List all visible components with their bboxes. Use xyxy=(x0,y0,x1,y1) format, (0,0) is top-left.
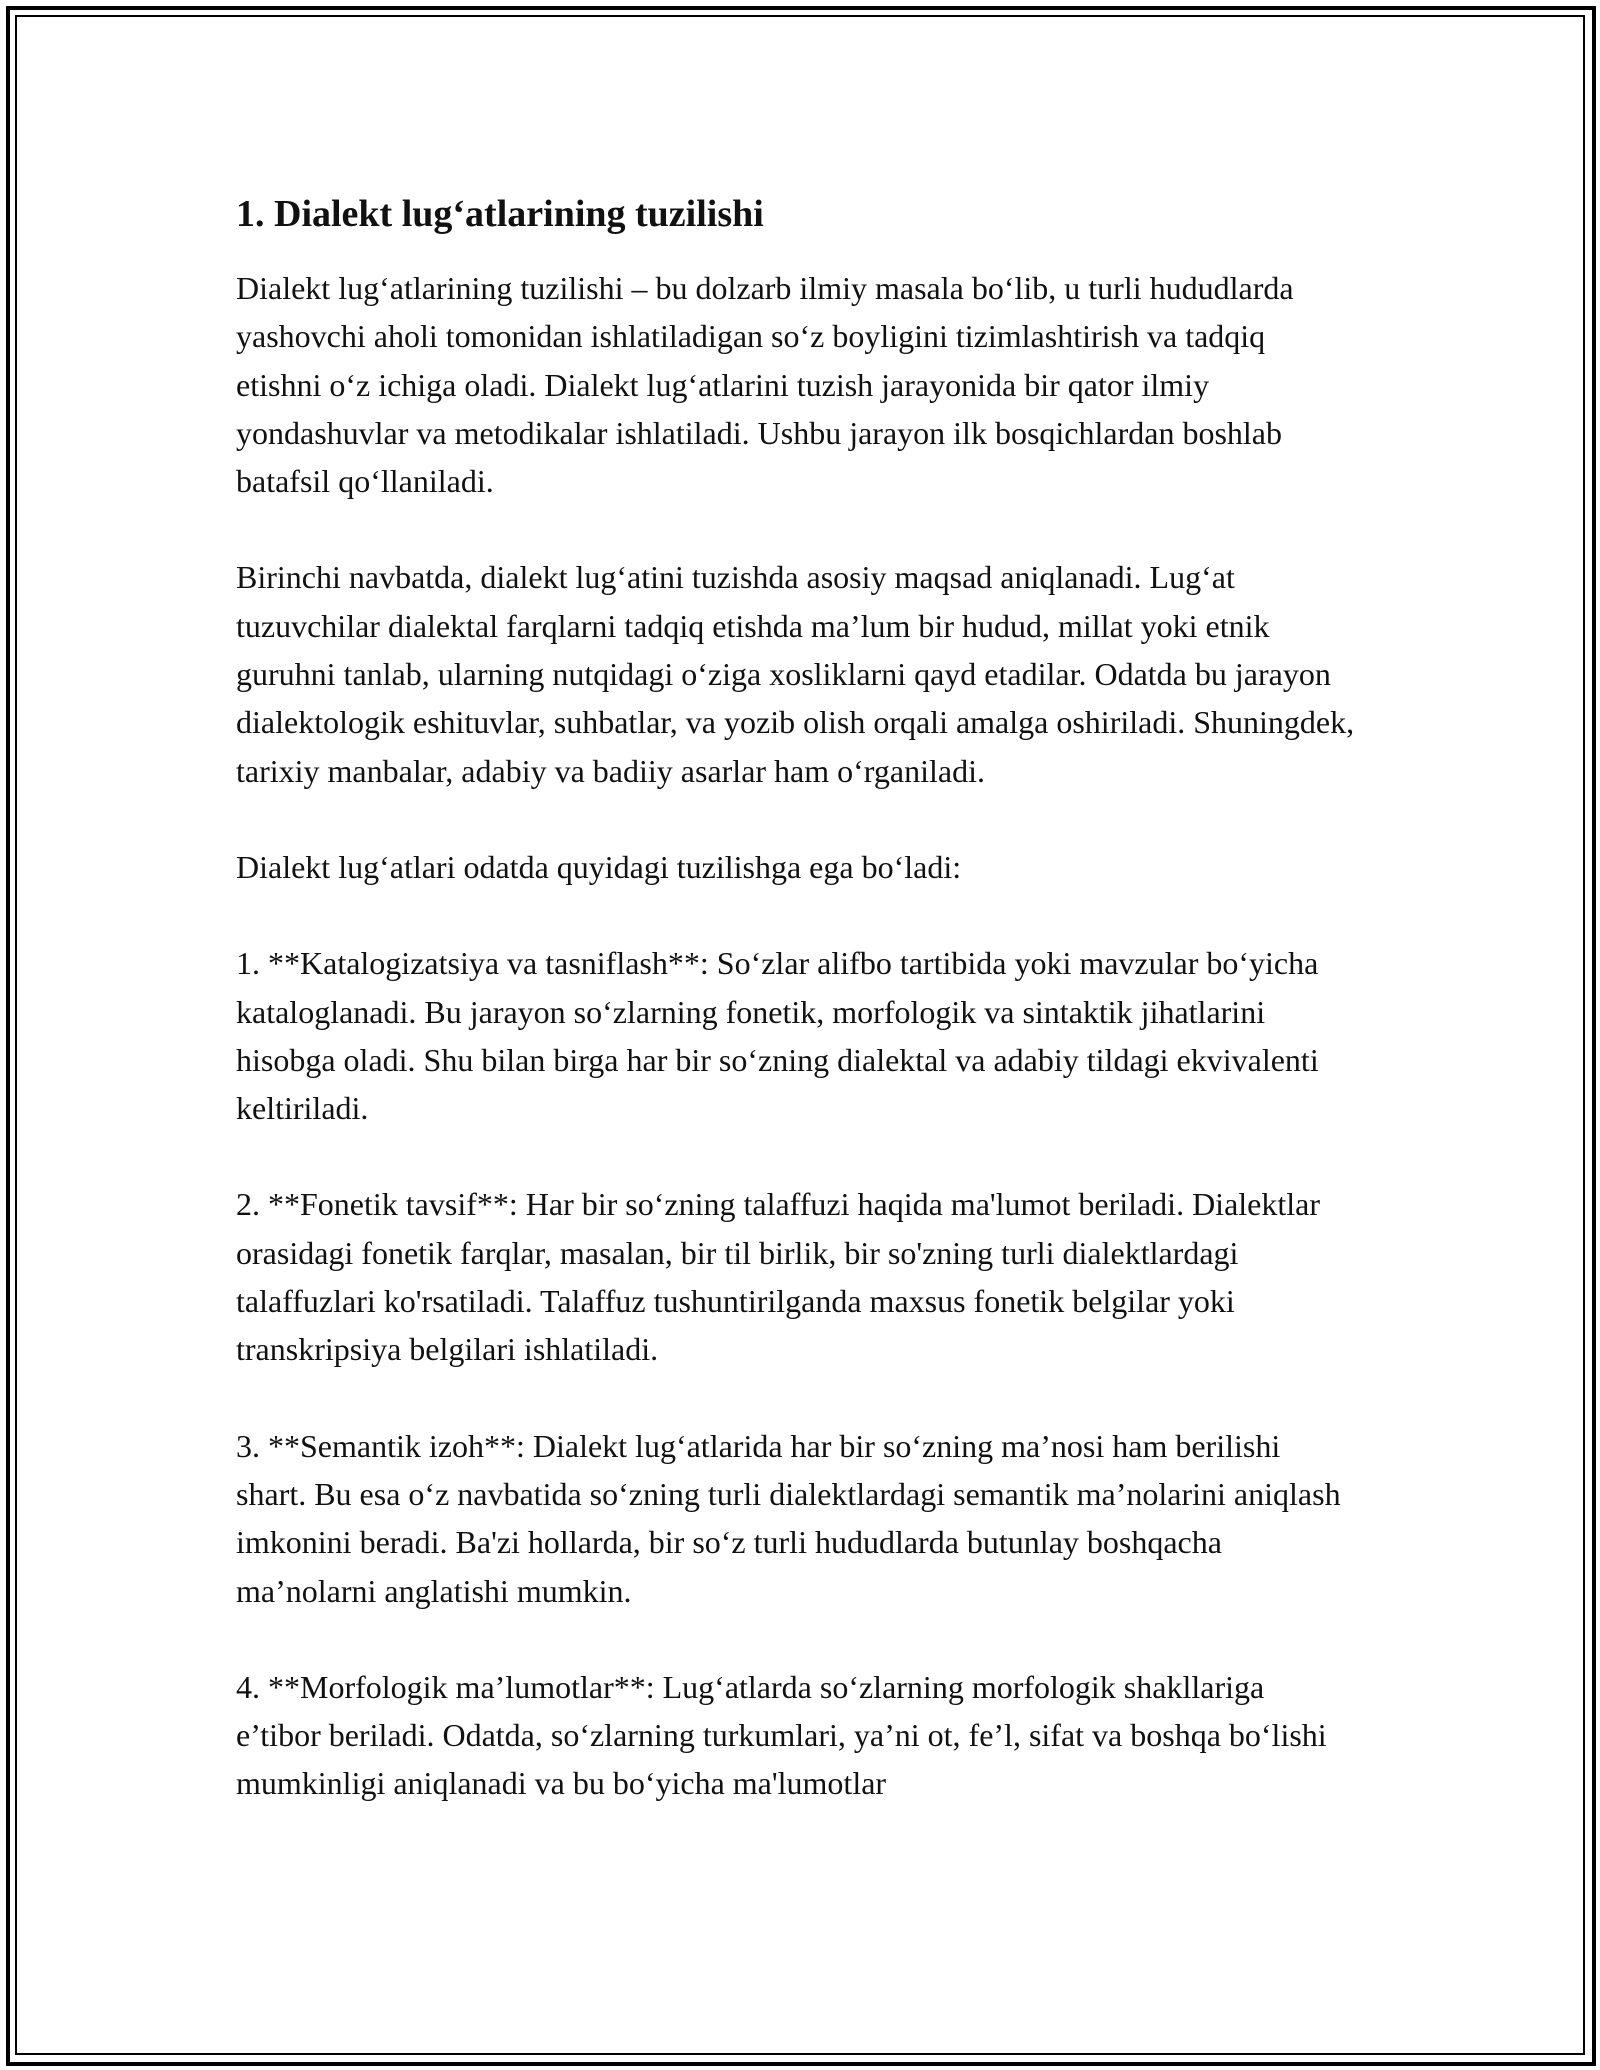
section-heading: 1. Dialekt lug‘atlarining tuzilishi xyxy=(236,193,764,235)
document-page xyxy=(236,186,1356,1856)
list-item-phonetic: 2. **Fonetik tavsif**: Har bir so‘zning talaffuzi haqida ma'lumot beriladi. Dialektlar orasidagi fonetik farqlar, masalan, bir til birlik, bir so'zning turli dialektlardagi talaffuzlari ko'rsatiladi. Talaffuz tushuntirilganda maxsus fonetik belgilar yoki transkripsiya belgilari ishlatiladi. xyxy=(236,1186,1320,1368)
paragraph-first-step: Birinchi navbatda, dialekt lug‘atini tuzishda asosiy maqsad aniqlanadi. Lug‘at tuzuvchilar dialektal farqlarni tadqiq etishda ma’lum bir hudud, millat yoki etnik guruhni tanlab, ularning nutqidagi o‘ziga xosliklarni qayd etadilar. Odatda bu jarayon dialektologik eshituvlar, suhbatlar, va yozib olish orqali amalga oshiriladi. Shuningdek, tarixiy manbalar, adabiy va badiiy asarlar ham o‘rganiladi. xyxy=(236,559,1355,789)
list-item-cataloging: 1. **Katalogizatsiya va tasniflash**: So‘zlar alifbo tartibida yoki mavzular bo‘yicha kataloglanadi. Bu jarayon so‘zlarning fonetik, morfologik va sintaktik jihatlarini hisobga oladi. Shu bilan birga har bir so‘zning dialektal va adabiy tildagi ekvivalenti keltiriladi. xyxy=(236,945,1319,1127)
list-item-morphological: 4. **Morfologik ma’lumotlar**: Lug‘atlarda so‘zlarning morfologik shakllariga e’tibor beriladi. Odatda, so‘zlarning turkumlari, ya’ni ot, fe’l, sifat va boshqa bo‘lishi mumkinligi aniqlanadi va bu bo‘yicha ma'lumotlar xyxy=(236,1668,1327,1802)
list-item-semantic: 3. **Semantik izoh**: Dialekt lug‘atlarida har bir so‘zning ma’nosi ham berilishi shart. Bu esa o‘z navbatida so‘zning turli dialektlardagi semantik ma’nolarini aniqlash imkonini beradi. Ba'zi hollarda, bir so‘z turli hududlarda butunlay boshqacha ma’nolarni anglatishi mumkin. xyxy=(236,1427,1341,1609)
paragraph-structure-lead: Dialekt lug‘atlari odatda quyidagi tuzilishga ega bo‘ladi: xyxy=(236,848,962,885)
paragraph-intro: Dialekt lug‘atlarining tuzilishi – bu dolzarb ilmiy masala bo‘lib, u turli hududlarda yashovchi aholi tomonidan ishlatiladigan so‘z boyligini tizimlashtirish va tadqiq etishni o‘z ichiga oladi. Dialekt lug‘atlarini tuzish jarayonida bir qator ilmiy yondashuvlar va metodikalar ishlatiladi. Ushbu jarayon ilk bosqichlardan boshlab batafsil qo‘llaniladi. xyxy=(236,270,1294,500)
